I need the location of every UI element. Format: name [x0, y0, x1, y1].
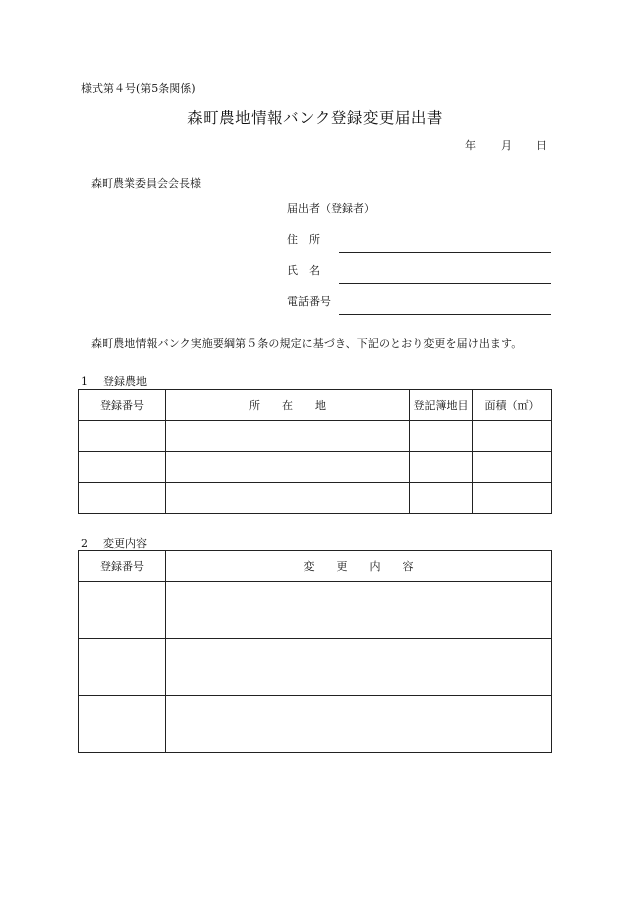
registration-number-cell[interactable] [79, 582, 166, 639]
table-header-row [79, 390, 552, 421]
change-details-table [78, 550, 552, 753]
location-cell[interactable] [166, 452, 410, 483]
address-field[interactable] [339, 252, 551, 253]
registration-number-cell[interactable] [79, 483, 166, 514]
section-heading-change-details [81, 535, 147, 551]
column-header-registration-number: 登録番号 [79, 390, 166, 421]
table-row [79, 696, 552, 753]
section-title: 変更内容 [103, 537, 147, 550]
registration-number-cell[interactable] [79, 452, 166, 483]
location-cell[interactable] [166, 483, 410, 514]
address-label: 住 所 [287, 233, 320, 246]
land-category-cell[interactable] [410, 452, 473, 483]
section-number: 1 [81, 375, 88, 388]
column-header-land-category: 登記簿地目 [410, 390, 473, 421]
column-header-location: 所 在 地 [166, 390, 410, 421]
registration-number-cell[interactable] [79, 639, 166, 696]
change-details-cell[interactable] [166, 696, 552, 753]
column-header-registration-number: 登録番号 [79, 551, 166, 582]
registered-farmland-table [78, 389, 552, 514]
registration-number-cell[interactable] [79, 421, 166, 452]
table-row [79, 421, 552, 452]
document-title: 森町農地情報バンク登録変更届出書 [187, 109, 443, 127]
section-number: 2 [81, 537, 88, 550]
form-number: 様式第４号(第5条関係) [81, 82, 196, 95]
column-header-area: 面積（㎡） [473, 390, 552, 421]
section-title: 登録農地 [103, 375, 147, 388]
location-cell[interactable] [166, 421, 410, 452]
table-row [79, 639, 552, 696]
phone-field[interactable] [339, 314, 551, 315]
date-day-label: 日 [536, 139, 547, 152]
name-label: 氏 名 [287, 264, 320, 277]
table-row [79, 452, 552, 483]
name-field[interactable] [339, 283, 551, 284]
date-month-label: 月 [501, 139, 512, 152]
change-details-cell[interactable] [166, 639, 552, 696]
registration-number-cell[interactable] [79, 696, 166, 753]
table-row [79, 582, 552, 639]
applicant-label: 届出者（登録者） [287, 202, 375, 215]
table-row [79, 483, 552, 514]
area-cell[interactable] [473, 421, 552, 452]
area-cell[interactable] [473, 452, 552, 483]
addressee: 森町農業委員会会長様 [91, 177, 201, 190]
section-heading-registered-farmland [81, 373, 147, 389]
date-year-label: 年 [465, 139, 476, 152]
table-header-row [79, 551, 552, 582]
land-category-cell[interactable] [410, 483, 473, 514]
land-category-cell[interactable] [410, 421, 473, 452]
change-details-cell[interactable] [166, 582, 552, 639]
column-header-change-details: 変 更 内 容 [166, 551, 552, 582]
statement-text: 森町農地情報バンク実施要綱第５条の規定に基づき、下記のとおり変更を届け出ます。 [91, 337, 523, 350]
phone-label: 電話番号 [287, 295, 331, 308]
area-cell[interactable] [473, 483, 552, 514]
